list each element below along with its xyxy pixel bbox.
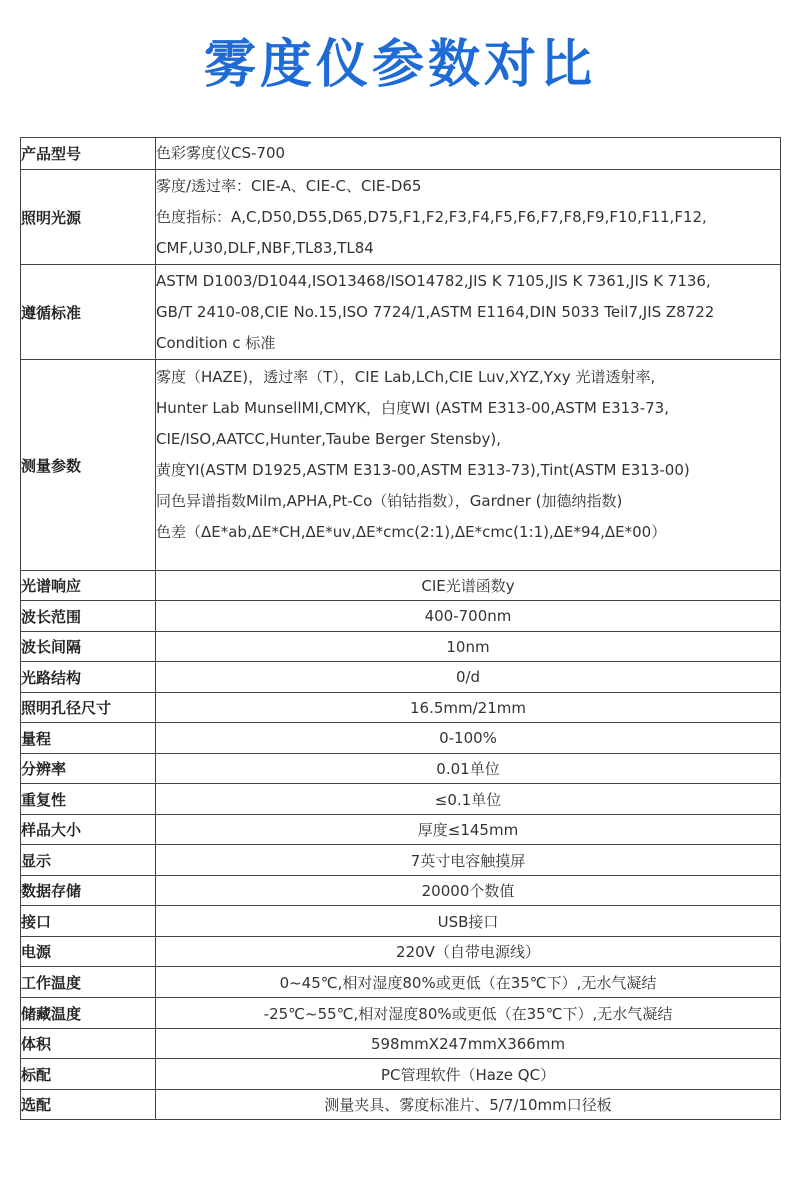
- row-label: 数据存储: [21, 876, 156, 906]
- row-label: 照明光源: [21, 170, 156, 265]
- row-value: [156, 138, 781, 170]
- row-label: 遵循标准: [21, 265, 156, 360]
- value-line: 色差（ΔE*ab,ΔE*CH,ΔE*uv,ΔE*cmc(2:1),ΔE*cmc(1:1),ΔE*94,ΔE*00）: [156, 523, 667, 541]
- row-value: CIE光谱函数y: [156, 571, 781, 601]
- value-line: 同色异谱指数Milm,APHA,Pt-Co（铂钴指数），Gardner (加德纳指数): [156, 492, 623, 510]
- table-row: [21, 265, 781, 360]
- row-label: 光谱响应: [21, 571, 156, 601]
- page-title: 雾度仪参数对比: [203, 35, 596, 95]
- row-label: 光路结构: [21, 662, 156, 693]
- row-label: 测量参数: [21, 360, 156, 571]
- row-value: 598mmX247mmX366mm: [156, 1029, 781, 1059]
- table-row: [21, 906, 781, 937]
- row-label: 显示: [21, 845, 156, 876]
- row-value: 0/d: [156, 662, 781, 693]
- row-label: 储藏温度: [21, 998, 156, 1029]
- row-value: 0~45℃,相对湿度80%或更低（在35℃下）,无水气凝结: [156, 967, 781, 998]
- table-row: [21, 998, 781, 1029]
- table-row: [21, 693, 781, 723]
- table-row: [21, 967, 781, 998]
- value-line: Hunter Lab MunsellMI,CMYK，白度WI (ASTM E313-00,ASTM E313-73,: [156, 399, 669, 417]
- row-label: 电源: [21, 937, 156, 967]
- table-row: [21, 138, 781, 170]
- table-row: [21, 784, 781, 815]
- table-row: [21, 815, 781, 845]
- table-row: [21, 937, 781, 967]
- row-value: 7英寸电容触摸屏: [156, 845, 781, 876]
- row-value: 0-100%: [156, 723, 781, 754]
- row-label: 量程: [21, 723, 156, 754]
- row-value: -25℃~55℃,相对湿度80%或更低（在35℃下）,无水气凝结: [156, 998, 781, 1029]
- spec-table: [20, 137, 781, 1120]
- value-line: ASTM D1003/D1044,ISO13468/ISO14782,JIS K 7105,JIS K 7361,JIS K 7136,: [156, 271, 711, 290]
- table-row: [21, 1059, 781, 1090]
- row-label: 标配: [21, 1059, 156, 1090]
- row-value: 400-700nm: [156, 601, 781, 632]
- row-value: 厚度≤145mm: [156, 815, 781, 845]
- row-label: 接口: [21, 906, 156, 937]
- row-label: 分辨率: [21, 754, 156, 784]
- table-row: [21, 876, 781, 906]
- row-label: 选配: [21, 1090, 156, 1120]
- row-value: 测量夹具、雾度标准片、5/7/10mm口径板: [156, 1090, 781, 1120]
- row-label: 工作温度: [21, 967, 156, 998]
- table-row: [21, 601, 781, 632]
- row-label: 波长间隔: [21, 632, 156, 662]
- table-row: [21, 571, 781, 601]
- row-label: 波长范围: [21, 601, 156, 632]
- row-label: 照明孔径尺寸: [21, 693, 156, 723]
- table-row: [21, 360, 781, 571]
- table-row: [21, 723, 781, 754]
- table-row: [21, 754, 781, 784]
- table-row: [21, 1090, 781, 1120]
- table-row: [21, 662, 781, 693]
- row-value: [156, 360, 781, 571]
- value-line: 色度指标：A,C,D50,D55,D65,D75,F1,F2,F3,F4,F5,F6,F7,F8,F9,F10,F11,F12,: [156, 207, 707, 226]
- row-value: [156, 170, 781, 265]
- value-line: GB/T 2410-08,CIE No.15,ISO 7724/1,ASTM E1164,DIN 5033 Teil7,JIS Z8722: [156, 302, 715, 321]
- value-line: 雾度（HAZE)，透过率（T），CIE Lab,LCh,CIE Luv,XYZ,Yxy 光谱透射率,: [156, 368, 656, 386]
- value-line: 色彩雾度仪CS-700: [156, 144, 286, 162]
- row-value: 220V（自带电源线）: [156, 937, 781, 967]
- value-line: 黄度YI(ASTM D1925,ASTM E313-00,ASTM E313-73),Tint(ASTM E313-00): [156, 461, 690, 479]
- row-value: 10nm: [156, 632, 781, 662]
- table-row: [21, 632, 781, 662]
- value-line: 雾度/透过率：CIE-A、CIE-C、CIE-D65: [156, 176, 422, 195]
- table-row: [21, 845, 781, 876]
- table-row: [21, 1029, 781, 1059]
- row-value: 20000个数值: [156, 876, 781, 906]
- value-line: Condition c 标准: [156, 333, 276, 352]
- row-value: PC管理软件（Haze QC）: [156, 1059, 781, 1090]
- row-label: 体积: [21, 1029, 156, 1059]
- row-value: [156, 265, 781, 360]
- value-line: CMF,U30,DLF,NBF,TL83,TL84: [156, 238, 374, 257]
- row-label: 产品型号: [21, 138, 156, 170]
- row-value: USB接口: [156, 906, 781, 937]
- row-value: 0.01单位: [156, 754, 781, 784]
- row-label: 重复性: [21, 784, 156, 815]
- row-label: 样品大小: [21, 815, 156, 845]
- row-value: ≤0.1单位: [156, 784, 781, 815]
- row-value: 16.5mm/21mm: [156, 693, 781, 723]
- value-line: CIE/ISO,AATCC,Hunter,Taube Berger Stensby),: [156, 430, 502, 448]
- table-row: [21, 170, 781, 265]
